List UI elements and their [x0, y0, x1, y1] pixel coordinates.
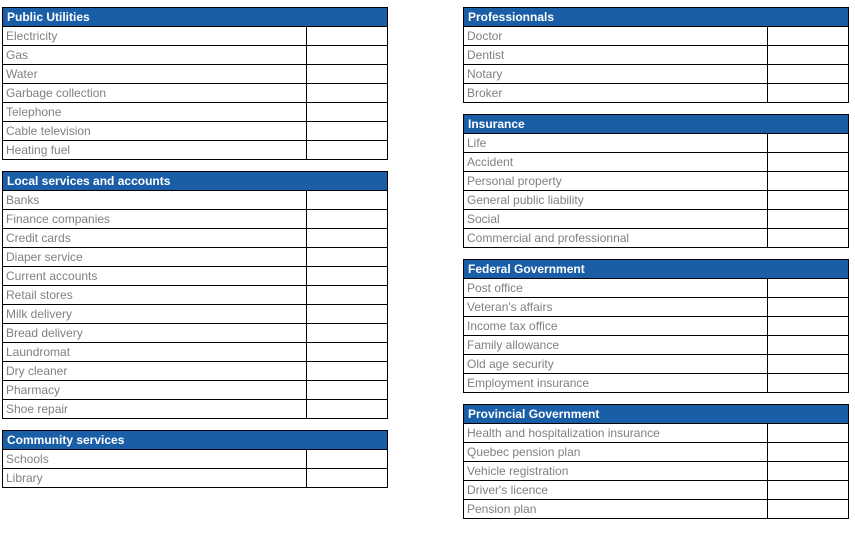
table-row — [464, 298, 849, 317]
table-row — [464, 65, 849, 84]
row-value-cell[interactable] — [307, 65, 388, 84]
row-label: Credit cards — [3, 229, 307, 248]
table-header-row — [464, 405, 849, 424]
row-value-cell[interactable] — [768, 229, 849, 248]
table-row — [464, 355, 849, 374]
row-label: Schools — [3, 450, 307, 469]
row-label: Current accounts — [3, 267, 307, 286]
row-label: Commercial and professionnal — [464, 229, 768, 248]
row-label: Milk delivery — [3, 305, 307, 324]
row-value-cell[interactable] — [768, 443, 849, 462]
row-label: Life — [464, 134, 768, 153]
row-label: Dentist — [464, 46, 768, 65]
row-label: Finance companies — [3, 210, 307, 229]
table-row — [464, 153, 849, 172]
table-row — [464, 374, 849, 393]
row-label: Dry cleaner — [3, 362, 307, 381]
row-value-cell[interactable] — [307, 141, 388, 160]
table-header-row — [464, 8, 849, 27]
row-label: Employment insurance — [464, 374, 768, 393]
row-value-cell[interactable] — [768, 317, 849, 336]
table-row — [464, 134, 849, 153]
row-label: Bread delivery — [3, 324, 307, 343]
row-value-cell[interactable] — [768, 424, 849, 443]
row-value-cell[interactable] — [768, 210, 849, 229]
table-row — [3, 84, 388, 103]
row-value-cell[interactable] — [307, 450, 388, 469]
row-label: General public liability — [464, 191, 768, 210]
row-label: Cable television — [3, 122, 307, 141]
row-label: Social — [464, 210, 768, 229]
table-row — [464, 172, 849, 191]
table-row — [3, 27, 388, 46]
table-row — [3, 141, 388, 160]
table-row — [3, 381, 388, 400]
row-label: Electricity — [3, 27, 307, 46]
row-value-cell[interactable] — [307, 210, 388, 229]
row-label: Telephone — [3, 103, 307, 122]
table-row — [3, 450, 388, 469]
row-value-cell[interactable] — [307, 362, 388, 381]
row-label: Gas — [3, 46, 307, 65]
row-value-cell[interactable] — [768, 481, 849, 500]
table-row — [464, 279, 849, 298]
row-label: Vehicle registration — [464, 462, 768, 481]
row-label: Shoe repair — [3, 400, 307, 419]
table-row — [3, 400, 388, 419]
left-column — [2, 7, 387, 499]
row-label: Family allowance — [464, 336, 768, 355]
row-label: Accident — [464, 153, 768, 172]
table-row — [464, 443, 849, 462]
row-value-cell[interactable] — [307, 191, 388, 210]
checklist-table-federal-government — [463, 259, 849, 393]
table-header: Provincial Government — [464, 405, 849, 424]
table-row — [3, 267, 388, 286]
table-header-row — [3, 431, 388, 450]
row-value-cell[interactable] — [768, 27, 849, 46]
row-label: Veteran's affairs — [464, 298, 768, 317]
table-row — [3, 46, 388, 65]
table-header: Community services — [3, 431, 388, 450]
row-value-cell[interactable] — [307, 381, 388, 400]
row-label: Banks — [3, 191, 307, 210]
row-value-cell[interactable] — [307, 46, 388, 65]
table-header: Local services and accounts — [3, 172, 388, 191]
row-value-cell[interactable] — [307, 400, 388, 419]
row-label: Garbage collection — [3, 84, 307, 103]
row-value-cell[interactable] — [307, 229, 388, 248]
table-row — [464, 424, 849, 443]
checklist-table-public-utilities — [2, 7, 388, 160]
row-value-cell[interactable] — [307, 343, 388, 362]
row-value-cell[interactable] — [768, 500, 849, 519]
row-value-cell[interactable] — [768, 462, 849, 481]
row-value-cell[interactable] — [768, 374, 849, 393]
table-header: Federal Government — [464, 260, 849, 279]
checklist-table-professionnals — [463, 7, 849, 103]
table-row — [3, 286, 388, 305]
right-column — [463, 7, 849, 530]
row-value-cell[interactable] — [768, 134, 849, 153]
row-value-cell[interactable] — [307, 84, 388, 103]
table-row — [3, 229, 388, 248]
table-header-row — [3, 172, 388, 191]
row-label: Pension plan — [464, 500, 768, 519]
table-header-row — [464, 115, 849, 134]
row-label: Health and hospitalization insurance — [464, 424, 768, 443]
table-header: Insurance — [464, 115, 849, 134]
row-label: Laundromat — [3, 343, 307, 362]
row-value-cell[interactable] — [307, 248, 388, 267]
row-value-cell[interactable] — [307, 324, 388, 343]
table-header-row — [3, 8, 388, 27]
row-label: Doctor — [464, 27, 768, 46]
row-label: Diaper service — [3, 248, 307, 267]
table-row — [3, 191, 388, 210]
row-value-cell[interactable] — [768, 298, 849, 317]
table-row — [464, 500, 849, 519]
row-value-cell[interactable] — [307, 122, 388, 141]
row-value-cell[interactable] — [307, 305, 388, 324]
checklist-table-provincial-government — [463, 404, 849, 519]
table-row — [3, 469, 388, 488]
row-value-cell[interactable] — [307, 286, 388, 305]
table-row — [3, 210, 388, 229]
row-label: Driver's licence — [464, 481, 768, 500]
table-row — [464, 191, 849, 210]
table-row — [464, 462, 849, 481]
row-value-cell[interactable] — [307, 103, 388, 122]
table-row — [3, 65, 388, 84]
checklist-table-local-services-and-accounts — [2, 171, 388, 419]
row-label: Library — [3, 469, 307, 488]
row-value-cell[interactable] — [768, 65, 849, 84]
table-row — [3, 362, 388, 381]
table-row — [464, 317, 849, 336]
table-row — [3, 343, 388, 362]
row-label: Old age security — [464, 355, 768, 374]
table-row — [3, 248, 388, 267]
row-value-cell[interactable] — [768, 279, 849, 298]
row-value-cell[interactable] — [307, 27, 388, 46]
table-row — [3, 324, 388, 343]
row-label: Personal property — [464, 172, 768, 191]
table-row — [3, 122, 388, 141]
checklist-table-insurance — [463, 114, 849, 248]
table-header: Public Utilities — [3, 8, 388, 27]
table-row — [464, 46, 849, 65]
table-row — [3, 305, 388, 324]
row-label: Heating fuel — [3, 141, 307, 160]
row-label: Post office — [464, 279, 768, 298]
row-value-cell[interactable] — [768, 172, 849, 191]
row-value-cell[interactable] — [768, 191, 849, 210]
row-label: Notary — [464, 65, 768, 84]
row-label: Water — [3, 65, 307, 84]
table-row — [464, 336, 849, 355]
row-label: Pharmacy — [3, 381, 307, 400]
row-value-cell[interactable] — [307, 267, 388, 286]
row-value-cell[interactable] — [768, 355, 849, 374]
row-value-cell[interactable] — [768, 46, 849, 65]
row-value-cell[interactable] — [768, 153, 849, 172]
checklist-table-community-services — [2, 430, 388, 488]
row-value-cell[interactable] — [307, 469, 388, 488]
table-row — [464, 27, 849, 46]
row-label: Income tax office — [464, 317, 768, 336]
table-header-row — [464, 260, 849, 279]
table-row — [464, 229, 849, 248]
table-row — [3, 103, 388, 122]
row-label: Quebec pension plan — [464, 443, 768, 462]
row-label: Retail stores — [3, 286, 307, 305]
table-row — [464, 84, 849, 103]
table-header: Professionnals — [464, 8, 849, 27]
table-row — [464, 481, 849, 500]
row-value-cell[interactable] — [768, 336, 849, 355]
row-label: Broker — [464, 84, 768, 103]
row-value-cell[interactable] — [768, 84, 849, 103]
table-row — [464, 210, 849, 229]
